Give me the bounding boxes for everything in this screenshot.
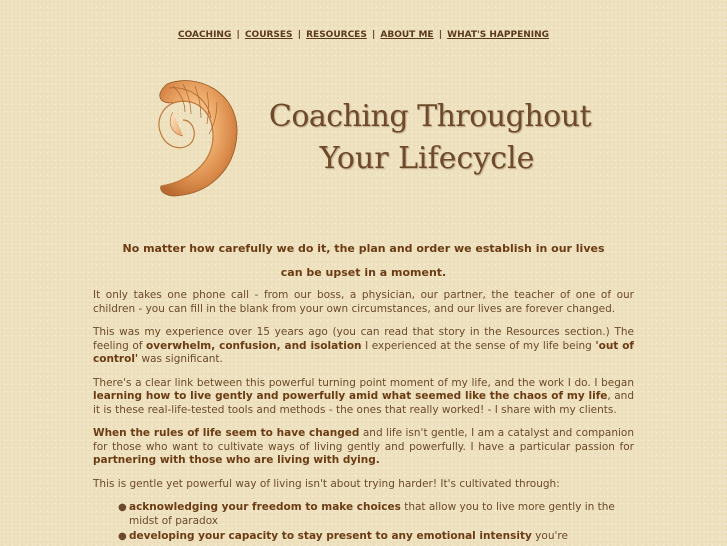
intro-line-1: No matter how carefully we do it, the plan and order we establish in our lives xyxy=(122,242,605,255)
text: There's a clear link between this powerful turning point moment of my life, and the work I do. I began xyxy=(93,376,634,389)
list-item xyxy=(118,530,634,544)
nav-separator: | xyxy=(236,30,240,40)
nav-separator: | xyxy=(438,30,442,40)
nav-link-about-me[interactable]: ABOUT ME xyxy=(380,30,434,40)
title-line-2: Your Lifecycle xyxy=(319,141,535,176)
text: and life isn't gentle, I am a catalyst and companion for those who want to cultivate ways of living gently and powerfully. I have a particular passion for xyxy=(93,427,634,453)
bullet-list xyxy=(93,501,634,544)
text: was significant. xyxy=(138,353,223,365)
main-content xyxy=(93,242,634,546)
bullet-icon: ● xyxy=(118,502,127,513)
paragraph-3 xyxy=(93,377,634,418)
paragraph-5: This is gentle yet powerful way of living isn't about trying harder! It's cultivated through: xyxy=(93,477,560,490)
emphasis: When the rules of life seem to have changed xyxy=(93,427,360,439)
text: I experienced at the sense of my life being xyxy=(361,339,596,352)
title-line-1: Coaching Throughout xyxy=(268,99,592,134)
emphasis: 'out of control' xyxy=(93,339,634,365)
bullet-icon: ● xyxy=(118,531,127,542)
text: that allow you to live more gently in the midst of paradox xyxy=(129,501,615,527)
emphasis: developing your capacity to stay present to any emotional intensity xyxy=(129,530,532,542)
paragraph-1: It only takes one phone call - from our boss, a physician, our partner, the teacher of one of our children - you can fill in the blank from your own circumstances, and our lives are forever changed. xyxy=(93,289,634,315)
top-nav xyxy=(0,30,727,40)
text: , and it is these real-life-tested tools and methods - the ones that really worked! - I share with my clients. xyxy=(93,390,634,416)
nav-separator: | xyxy=(297,30,301,40)
emphasis: overwhelm, confusion, and isolation xyxy=(146,339,362,352)
emphasis: learning how to live gently and powerfully amid what seemed like the chaos of my life xyxy=(93,390,608,402)
text: you're xyxy=(531,530,568,542)
nav-link-coaching[interactable]: COACHING xyxy=(177,30,232,40)
page-title xyxy=(255,96,605,180)
intro-line-2: can be upset in a moment. xyxy=(280,265,447,279)
emphasis: partnering with those who are living with dying. xyxy=(93,454,380,466)
paragraph-2 xyxy=(93,326,634,367)
nautilus-shell-icon xyxy=(147,72,247,202)
paragraph-4 xyxy=(93,427,634,468)
list-item xyxy=(118,501,634,528)
nav-separator: | xyxy=(371,30,376,40)
emphasis: acknowledging your freedom to make choices xyxy=(129,501,401,513)
text: This was my experience over 15 years ago (you can read that story in the Resources section.) The feeling of xyxy=(93,326,634,352)
nav-link-whats-happening[interactable]: WHAT'S HAPPENING xyxy=(447,30,550,40)
nav-link-courses[interactable]: COURSES xyxy=(244,30,293,40)
nav-link-resources[interactable]: RESOURCES xyxy=(306,30,367,40)
